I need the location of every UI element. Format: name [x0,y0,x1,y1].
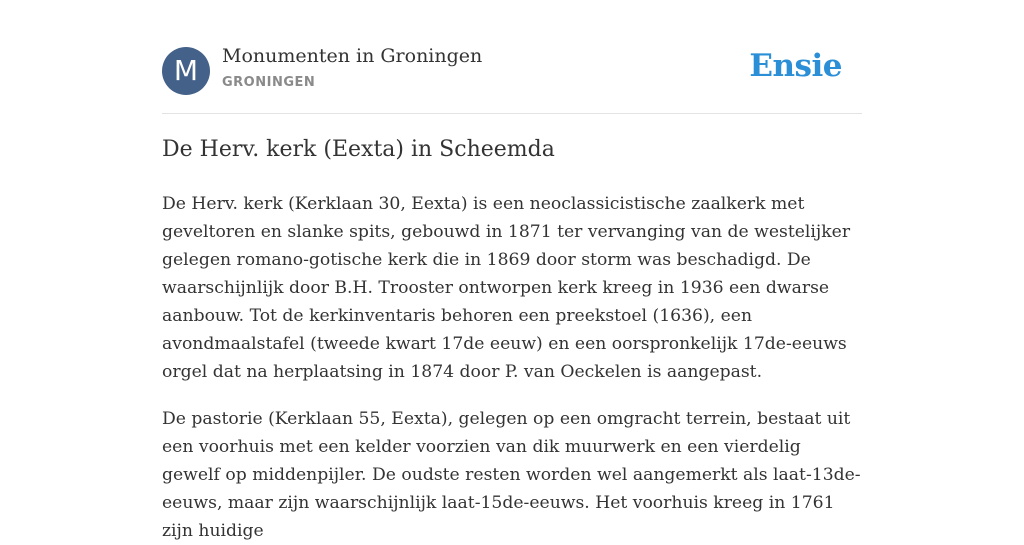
page-header [162,0,862,114]
article-paragraph: De pastorie (Kerklaan 55, Eexta), gelegen op een omgracht terrein, bestaat uit een voorhuis met een kelder voorzien van dik muurwerk en een vierdelig gewelf op middenpijler. De oudste resten worden wel aangemerkt als laat-13de-eeuws, maar zijn waarschijnlijk laat-15de-eeuws. Het voorhuis kreeg in 1761 zijn huidige [162,409,861,541]
avatar[interactable]: M [162,47,210,95]
brand-logo[interactable]: Ensie [749,48,842,84]
organization-location: GRONINGEN [222,75,316,90]
article-paragraph: De Herv. kerk (Kerklaan 30, Eexta) is een neoclassicistische zaalkerk met geveltoren en slanke spits, gebouwd in 1871 ter vervanging van de westelijker gelegen romano-gotische kerk die in 1869 door storm was beschadigd. De waarschijnlijk door B.H. Trooster ontworpen kerk kreeg in 1936 een dwarse aanbouw. Tot de kerkinventaris behoren een preekstoel (1636), een avondmaalstafel (tweede kwart 17de eeuw) en een oorspronkelijk 17de-eeuws orgel dat na herplaatsing in 1874 door P. van Oeckelen is aangepast. [162,194,851,382]
page-container [162,0,862,541]
page-title: De Herv. kerk (Eexta) in Scheemda [162,137,555,162]
organization-name[interactable]: Monumenten in Groningen [222,45,483,67]
